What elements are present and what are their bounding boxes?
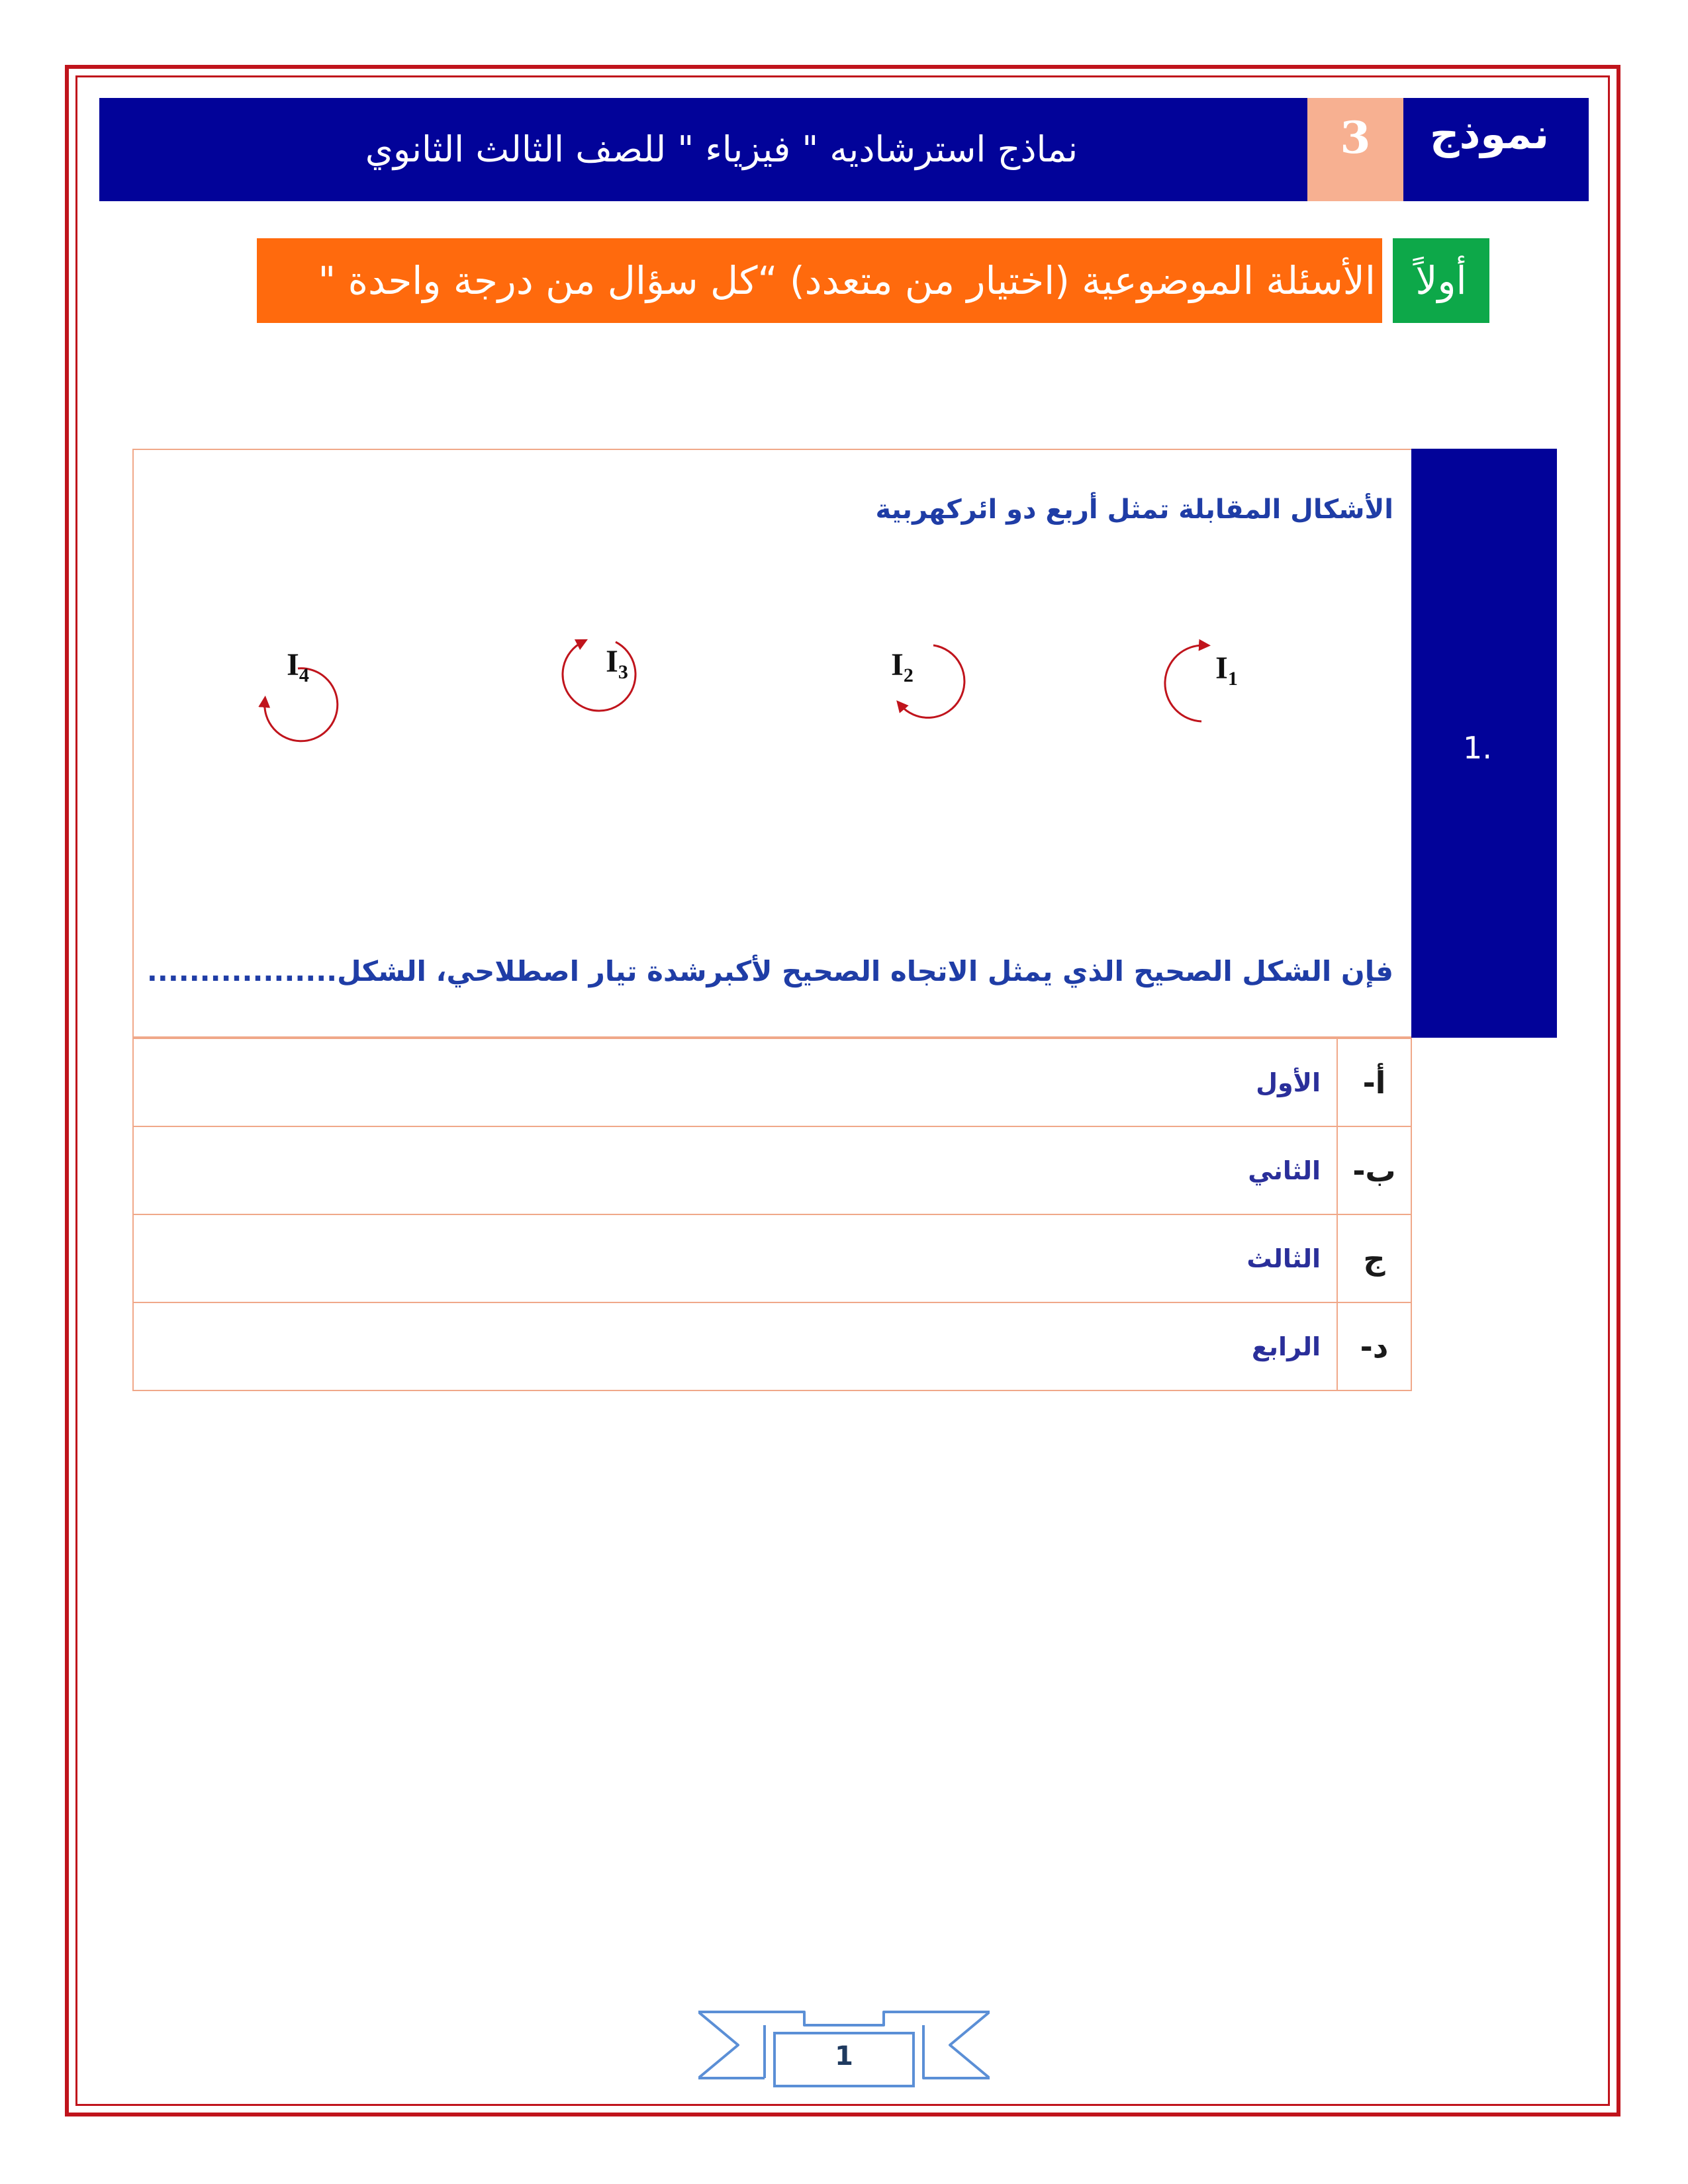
model-number: 3 bbox=[1340, 112, 1371, 163]
section-first-label: أولاً bbox=[1415, 258, 1467, 303]
answer-text[interactable]: الرابع bbox=[133, 1302, 1337, 1390]
page-number: 1 bbox=[835, 2041, 853, 2071]
circuit-2-sub: 2 bbox=[903, 664, 914, 686]
answer-letter: د- bbox=[1337, 1302, 1411, 1390]
section-title: الأسئلة الموضوعية (اختيار من متعدد) “كل سؤال من درجة واحدة " bbox=[318, 258, 1376, 303]
answer-row[interactable] bbox=[133, 1302, 1411, 1390]
circuit-1-label: I bbox=[1215, 651, 1228, 686]
answer-row[interactable] bbox=[133, 1126, 1411, 1214]
answer-text[interactable]: الأول bbox=[133, 1038, 1337, 1126]
circuit-4-sub: 4 bbox=[299, 664, 309, 686]
answer-letter: ب- bbox=[1337, 1126, 1411, 1214]
question-number: 1. bbox=[1463, 730, 1492, 766]
answer-letter: ج bbox=[1337, 1214, 1411, 1302]
circuit-3-label: I bbox=[606, 644, 618, 679]
answer-text[interactable]: الثاني bbox=[133, 1126, 1337, 1214]
answer-row[interactable] bbox=[133, 1214, 1411, 1302]
answer-text[interactable]: الثالث bbox=[133, 1214, 1337, 1302]
question-intro: الأشكال المقابلة تمثل أربع دو ائركهربية bbox=[875, 494, 1393, 525]
circuit-1-sub: 1 bbox=[1227, 668, 1238, 690]
header-title: نماذج استرشاديه " فيزياء " للصف الثالث الثانوي bbox=[365, 128, 1078, 170]
circuit-4-label: I bbox=[287, 647, 299, 682]
answers-table bbox=[132, 1038, 1412, 1391]
svg-text:I4 bbox=[287, 647, 309, 686]
circuit-4 bbox=[265, 647, 338, 741]
answer-row[interactable] bbox=[133, 1038, 1411, 1126]
model-label: نموذج bbox=[1429, 110, 1550, 158]
question-prompt: فإن الشكل الصحيح الذي يمثل الاتجاه الصحيح لأكبرشدة تيار اصطلاحي، الشكل.................. bbox=[146, 955, 1393, 987]
circuit-2 bbox=[891, 645, 964, 717]
circuit-diagrams bbox=[199, 615, 1324, 748]
svg-text:I1 bbox=[1215, 651, 1238, 690]
answer-letter: أ- bbox=[1337, 1038, 1411, 1126]
circuit-1 bbox=[1165, 645, 1238, 721]
circuit-3-sub: 3 bbox=[618, 661, 628, 683]
svg-text:I2 bbox=[891, 647, 914, 686]
circuit-2-label: I bbox=[891, 647, 904, 682]
circuit-3 bbox=[563, 642, 635, 711]
